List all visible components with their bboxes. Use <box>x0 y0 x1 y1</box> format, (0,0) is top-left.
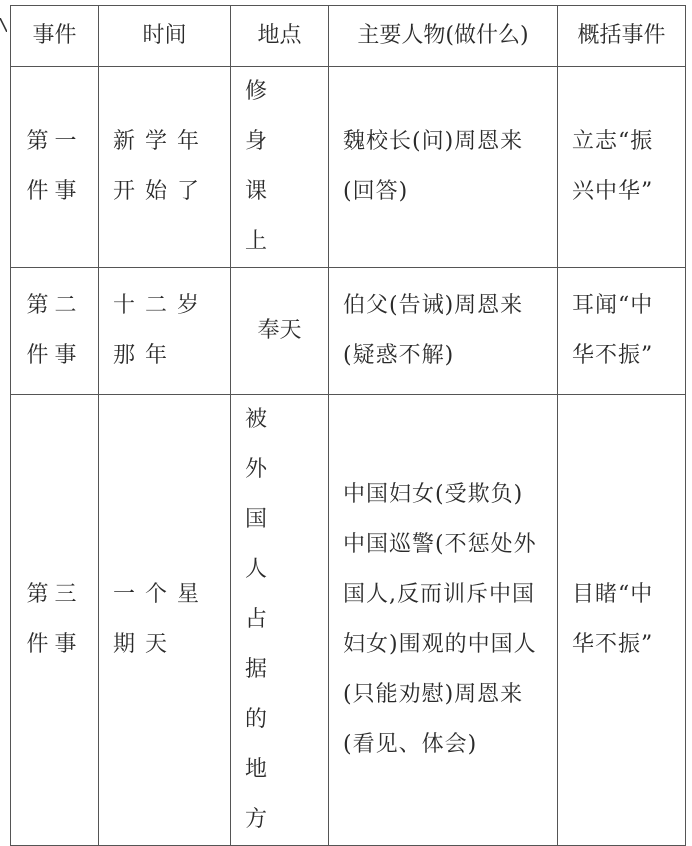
cell-event: 第一件事 <box>11 67 99 268</box>
table-row <box>11 395 686 846</box>
cell-place: 被外国人占据的地方 <box>231 395 329 846</box>
cell-event: 第三件事 <box>11 395 99 846</box>
header-event: 事件 <box>11 6 99 67</box>
cell-time: 十二岁那年 <box>99 268 231 395</box>
cell-people: 伯父(告诫)周恩来(疑惑不解) <box>329 268 558 395</box>
cell-time: 新学年开始了 <box>99 67 231 268</box>
header-row <box>11 6 686 67</box>
events-table <box>10 5 686 846</box>
cell-event: 第二件事 <box>11 268 99 395</box>
cell-place: 奉天 <box>231 268 329 395</box>
header-time: 时间 <box>99 6 231 67</box>
cell-time: 一个星期天 <box>99 395 231 846</box>
table-row <box>11 67 686 268</box>
cell-place: 修身课上 <box>231 67 329 268</box>
cell-summary: 立志“振兴中华” <box>558 67 686 268</box>
cell-summary: 耳闻“中华不振” <box>558 268 686 395</box>
cell-people: 中国妇女(受欺负)中国巡警(不惩处外国人,反而训斥中国妇女)围观的中国人(只能劝慰)周恩来(看见、体会) <box>329 395 558 846</box>
header-place: 地点 <box>231 6 329 67</box>
header-summary: 概括事件 <box>558 6 686 67</box>
corner-mark-icon <box>0 18 7 32</box>
cell-people: 魏校长(问)周恩来(回答) <box>329 67 558 268</box>
cell-summary: 目睹“中华不振” <box>558 395 686 846</box>
header-people: 主要人物(做什么) <box>329 6 558 67</box>
table-row <box>11 268 686 395</box>
